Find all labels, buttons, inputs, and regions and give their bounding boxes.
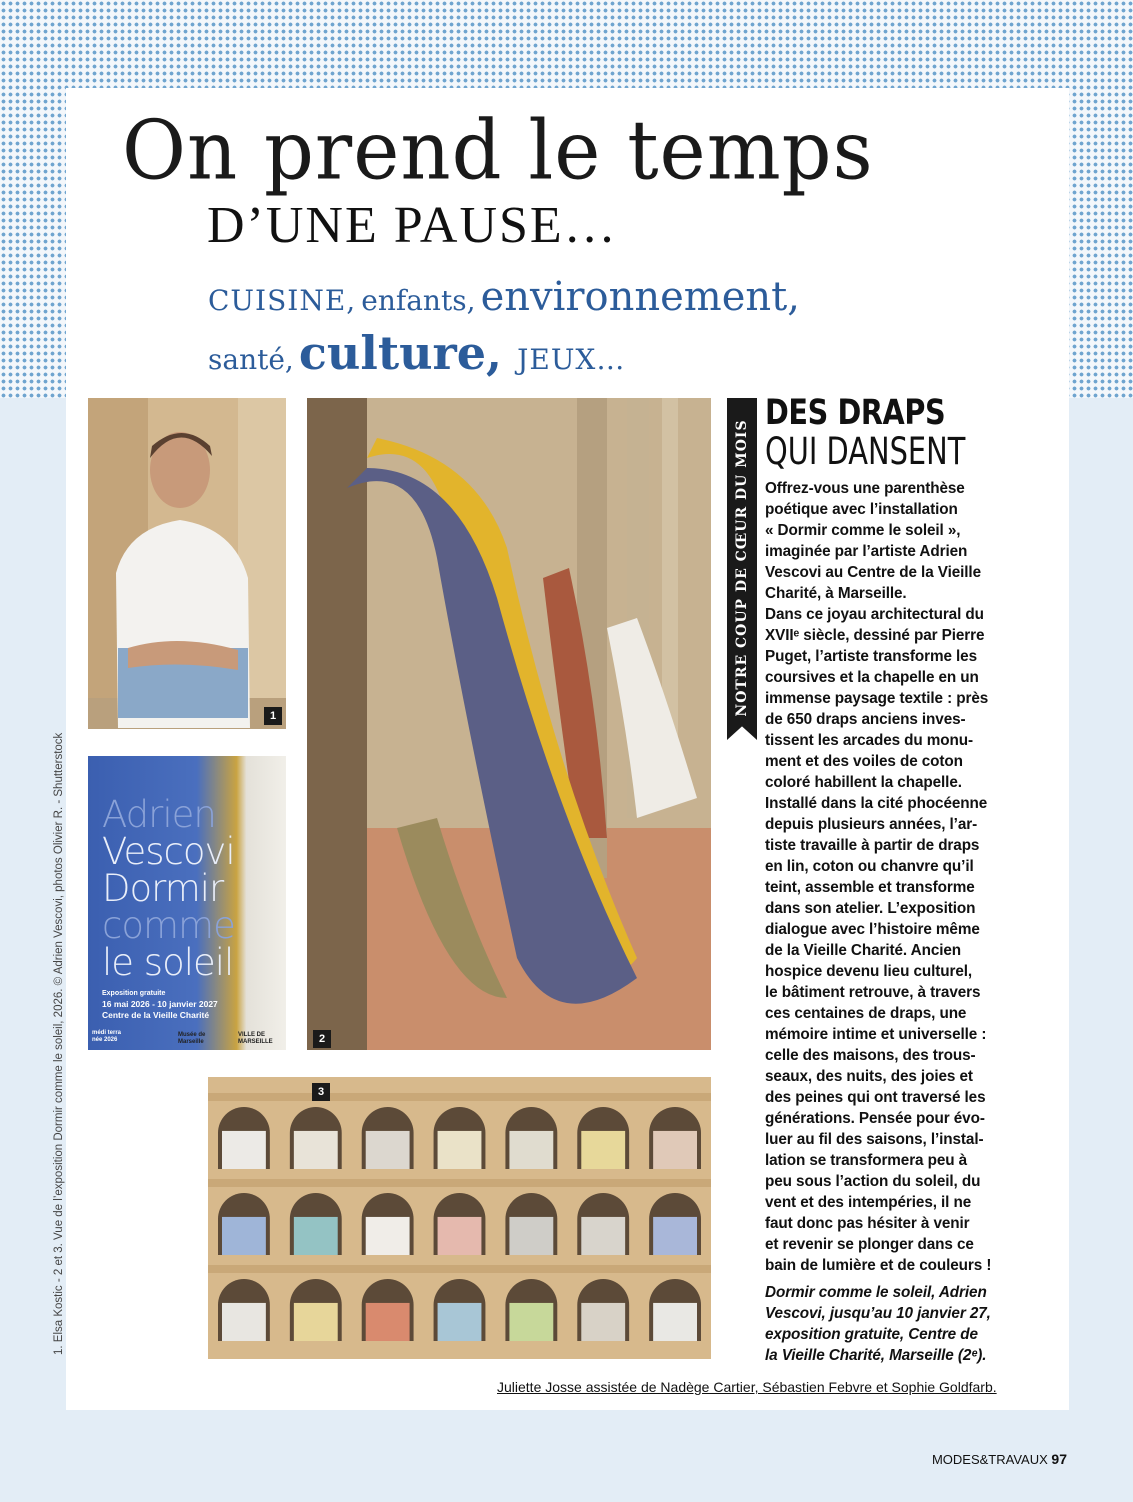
article-title-light: QUI DANSENT [765,430,966,473]
headline-caps: D’UNE PAUSE… [207,197,618,254]
sheets-illustration [307,398,711,1050]
topics-list [208,274,1008,380]
poster-info [102,988,218,1021]
facade-sheets-photo [208,1077,711,1359]
photo-number-3: 3 [312,1083,330,1101]
photo-number-2: 2 [313,1030,331,1048]
poster-logo-ville: VILLE DE MARSEILLE [238,1032,273,1045]
poster-info-line: 16 mai 2026 - 10 janvier 2027 [102,999,218,1009]
poster-info-line: Exposition gratuite [102,990,166,997]
poster-title [102,793,286,984]
poster-logo-musee: Musée de Marseille [178,1032,206,1045]
page-footer [932,1451,1067,1467]
photo-credit: 1. Elsa Kostic - 2 et 3. Vue de l’exposition Dormir comme le soleil, 2026. © Adrien Vescovi, photos Olivier R. - Shutterstock [53,732,65,1355]
page-number: 97 [1051,1451,1067,1467]
magazine-name: MODES&TRAVAUX [931,1452,1048,1467]
exhibition-poster [88,756,286,1050]
artist-portrait-photo [88,398,286,729]
facade-illustration [208,1077,711,1359]
article-title-bold: DES DRAPS [765,393,946,433]
poster-title-line: Vescovi [102,830,235,873]
topic-cuisine: CUISINE, [208,284,357,317]
article-title [765,394,1022,472]
article-practical-info: Dormir comme le soleil, Adrien Vescovi, jusqu’au 10 janvier 27, exposition gratuite, Centre de la Vieille Charité, Marseille (2ᵉ). [765,1284,991,1364]
topic-sante: santé, [208,343,294,376]
coup-de-coeur-label: NOTRE COUP DE CŒUR DU MOIS [734,419,750,717]
hanging-sheets-photo [307,398,711,1050]
artist-portrait-illustration [88,398,286,729]
authors-credit: Juliette Josse assistée de Nadège Cartier, Sébastien Febvre et Sophie Goldfarb. [497,1379,997,1395]
topic-enfants: enfants, [361,284,476,317]
poster-title-line: Adrien [102,793,216,836]
topic-culture: culture, [298,326,503,380]
photo-credit-wrap [52,655,68,1355]
poster-logo-mediterranee: médi terra née 2026 [92,1030,122,1043]
poster-title-line: comme [102,904,235,947]
topic-environnement: environnement, [480,274,800,320]
poster-info-line: Centre de la Vieille Charité [102,1010,210,1020]
article-body: Offrez-vous une parenthèse poétique avec l’installation « Dormir comme le soleil », imaginée par l’artiste Adrien Vescovi au Centre de la Vieille Charité, à Marseille. Dans ce joyau architectural du XVIIᵉ siècle, dessiné par Pierre Puget, l’artiste transforme les coursives et la chapelle en un immense paysage textile : près de 650 draps anciens inves- tissent les arcades du monu- ment et des voiles de coton coloré habillent la chapelle. Installé dans la cité phocéenne depuis plusieurs années, l’ar- tiste travaille à partir de draps en lin, coton ou chanvre qu’il teint, assemble et transforme dans son atelier. L’exposition dialogue avec l’histoire même de la Vieille Charité. Ancien hospice devenu lieu culturel, le bâtiment retrouve, à travers ces centaines de draps, une mémoire intime et universelle : celle des maisons, des trous- seaux, des nuits, des joies et des peines qui ont traversé les générations. Pensée pour évo- luer au fil des saisons, l’instal- lation se transformera peu à peu sous l’action du soleil, du vent et des intempéries, il ne faut donc pas hésiter à venir et revenir se plonger dans ce bain de lumière et de couleurs ! [765,480,992,1274]
poster-title-line: Dormir [102,867,224,910]
poster-title-line: le soleil [102,941,234,984]
photo-number-1: 1 [264,707,282,725]
headline-script: On prend le temps [122,104,874,199]
topic-jeux: JEUX… [517,343,626,376]
